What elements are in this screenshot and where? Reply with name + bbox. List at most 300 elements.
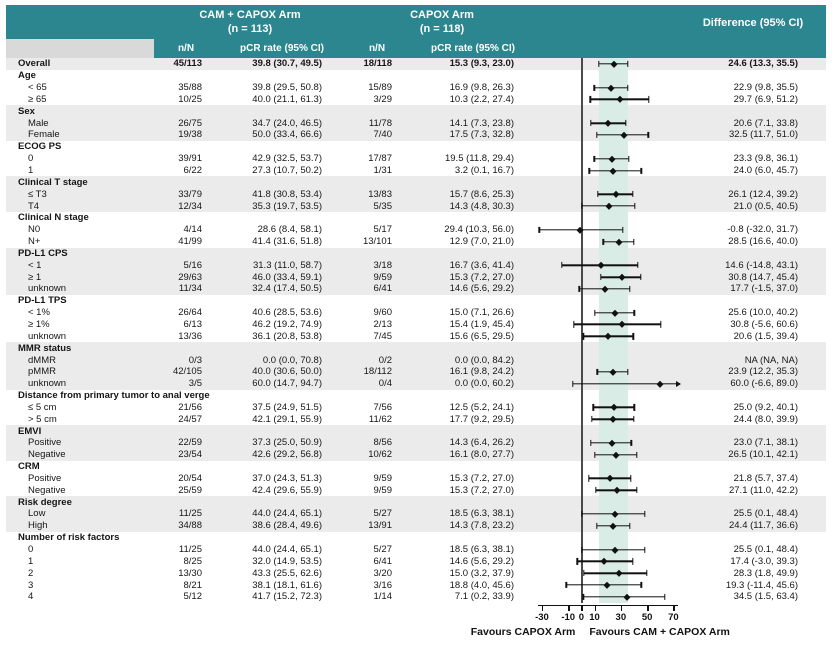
favours-right-label: Favours CAM + CAPOX Arm: [589, 625, 730, 638]
ci-right-cap: [627, 85, 628, 91]
arm1-pcr-rate: 40.0 (21.1, 61.3): [252, 93, 322, 105]
ci-right-cap: [637, 262, 638, 268]
ci-marker-cell: [538, 165, 680, 177]
arm1-n-over-N: 5/16: [183, 259, 202, 271]
subgroup-header-row: [6, 176, 826, 188]
axis-tick: [595, 605, 596, 611]
ci-right-cap: [664, 594, 665, 600]
ci-marker-cell: [538, 378, 680, 390]
ci-left-cap: [598, 61, 599, 67]
arm2-pcr-rate: 17.7 (9.2, 29.5): [449, 413, 514, 425]
arm2-n-over-N: 9/59: [373, 484, 392, 496]
ci-right-cap: [632, 333, 633, 339]
subgroup-header-row: [6, 532, 826, 544]
arm2-pcr-rate: 16.1 (8.0, 27.7): [449, 449, 514, 461]
row-label: PD-L1 TPS: [18, 295, 67, 307]
ci-right-cap: [627, 369, 628, 375]
ci-left-cap: [583, 570, 584, 576]
arm1-pcr-rate: 39.8 (30.7, 49.5): [252, 58, 322, 70]
ci-marker-cell: [538, 117, 680, 129]
arm2-pcr-rate: 15.4 (1.9, 45.4): [449, 318, 514, 330]
difference-value: 27.1 (11.0, 42.2): [728, 484, 798, 496]
table-row: [6, 449, 826, 461]
ci-right-cap: [628, 156, 629, 162]
row-label: unknown: [28, 330, 67, 342]
table-row: [6, 437, 826, 449]
row-label: ECOG PS: [18, 141, 62, 153]
row-label: Negative: [28, 449, 66, 461]
subgroup-block: [6, 176, 826, 212]
arm2-pcr-rate: 16.9 (9.8, 26.3): [449, 82, 514, 94]
ci-left-cap: [561, 262, 562, 268]
ci-marker-cell: [538, 212, 680, 224]
axis-tick: [542, 605, 543, 611]
subgroup-block: [6, 532, 826, 603]
table-row: [6, 520, 826, 532]
arm2-n-over-N: 13/101: [362, 236, 392, 248]
arm1-pcr-rate: 37.5 (24.9, 51.5): [252, 401, 322, 413]
arm1-n-over-N: 42/105: [172, 366, 202, 378]
ci-left-cap: [583, 594, 584, 600]
table-row: [6, 413, 826, 425]
row-label: Sex: [18, 105, 35, 117]
arm1-n-over-N: 8/21: [183, 579, 202, 591]
row-label: Distance from primary tumor to anal verge: [18, 390, 210, 402]
row-label: Positive: [28, 437, 62, 449]
arm1-n-over-N: 8/25: [183, 555, 202, 567]
row-label: Low: [28, 508, 46, 520]
ci-left-cap: [581, 511, 582, 517]
arm1-n-over-N: 41/99: [178, 236, 202, 248]
difference-value: 20.6 (7.1, 33.8): [733, 117, 798, 129]
point-estimate-marker: [601, 558, 607, 564]
axis-tick-label: 30: [615, 611, 627, 623]
arm1-header: [154, 5, 346, 39]
difference-value: 25.6 (10.0, 40.2): [728, 307, 798, 319]
ci-left-cap: [572, 381, 573, 387]
ci-marker-cell: [538, 271, 680, 283]
point-estimate-marker: [608, 440, 614, 446]
subheader-plot-cell: [538, 39, 680, 58]
ci-marker-cell: [538, 508, 680, 520]
arm2-pcr-rate: 0.0 (0.0, 84.2): [454, 354, 514, 366]
ci-marker-cell: [538, 200, 680, 212]
arm2-n-over-N: 2/13: [373, 318, 392, 330]
subheader-label-cell: [6, 39, 154, 58]
ci-left-cap: [595, 487, 596, 493]
ci-left-cap: [583, 333, 584, 339]
row-label: < 1: [28, 259, 42, 271]
arm1-pcr-rate: 39.8 (29.5, 50.8): [252, 82, 322, 94]
ci-marker-cell: [538, 248, 680, 260]
difference-value: 19.3 (-11.4, 45.6): [725, 579, 798, 591]
subgroup-block: [6, 295, 826, 342]
ci-right-cap: [648, 132, 649, 138]
arm1-n-over-N: 11/25: [178, 544, 202, 556]
ci-marker-cell: [538, 532, 680, 544]
arm1-pcr-rate: 38.1 (18.1, 61.6): [252, 579, 322, 591]
arm2-n-over-N: 7/45: [373, 330, 392, 342]
overall-block: [6, 58, 826, 70]
difference-value: 60.0 (-6.6, 89.0): [730, 378, 798, 390]
point-estimate-marker: [610, 369, 616, 375]
ci-right-cap: [631, 440, 632, 446]
arm1-n-over-N: 3/5: [188, 378, 202, 390]
subgroup-header-row: [6, 248, 826, 260]
arm2-header: [346, 5, 538, 39]
table-row: [6, 224, 826, 236]
row-label: Overall: [18, 58, 51, 70]
arm1-n-over-N: 6/22: [183, 165, 202, 177]
table-row: [6, 236, 826, 248]
ci-marker-cell: [538, 129, 680, 141]
arm2-n-over-N: 7/40: [373, 129, 392, 141]
ci-marker-cell: [538, 390, 680, 402]
table-row: [6, 508, 826, 520]
row-label: ≤ T3: [28, 188, 47, 200]
arm2-n-over-N: 3/16: [373, 579, 392, 591]
ci-marker-cell: [538, 259, 680, 271]
arm2-pcr-rate: 0.0 (0.0, 60.2): [454, 378, 514, 390]
axis-tick-label: 50: [641, 611, 653, 623]
point-estimate-marker: [619, 321, 625, 327]
arm2-pcr-rate: 19.5 (11.8, 29.4): [444, 153, 514, 165]
arm1-pcr-rate: 44.0 (24.4, 65.1): [252, 544, 322, 556]
row-label: 0: [28, 544, 34, 556]
arm1-n-over-N: 34/88: [178, 520, 202, 532]
row-label: N+: [28, 236, 41, 248]
arm1-n-over-N: 33/79: [178, 188, 202, 200]
subgroup-block: [6, 105, 826, 141]
difference-value: 26.5 (10.1, 42.1): [728, 449, 798, 461]
point-estimate-marker: [615, 570, 621, 576]
arm1-pcr-rate: 40.6 (28.5, 53.6): [252, 307, 322, 319]
arm2-n-over-N: 0/2: [378, 354, 392, 366]
ci-marker-cell: [538, 342, 680, 354]
subgroup-block: [6, 212, 826, 248]
ci-marker-cell: [538, 224, 680, 236]
axis-tick-label: -10: [561, 611, 576, 623]
ci-right-cap: [640, 274, 641, 280]
row-label: 4: [28, 591, 34, 603]
arm1-pcr-rate: 46.0 (33.4, 59.1): [252, 271, 322, 283]
difference-value: 24.4 (8.0, 39.9): [733, 413, 798, 425]
arm2-n-over-N: 6/41: [373, 283, 392, 295]
header-plot-spacer: [538, 5, 680, 39]
row-label: ≥ 1: [28, 271, 42, 283]
point-estimate-marker: [605, 120, 611, 126]
arm2-pcr-rate: 29.4 (10.3, 56.0): [444, 224, 514, 236]
ci-right-cap: [633, 404, 634, 410]
difference-value: 23.0 (7.1, 38.1): [733, 437, 798, 449]
arm1-rate-column-header: pCR rate (95% CI): [218, 39, 346, 58]
ci-left-cap: [539, 227, 540, 233]
arm1-n-over-N: 24/57: [178, 413, 202, 425]
difference-value: 32.5 (11.7, 51.0): [728, 129, 798, 141]
table-row: [6, 307, 826, 319]
ci-right-arrow: [676, 381, 681, 387]
difference-value: 23.9 (12.2, 35.3): [728, 366, 798, 378]
subgroup-block: [6, 390, 826, 426]
arm2-n-over-N: 11/78: [368, 117, 392, 129]
arm1-n-over-N: 5/12: [183, 591, 202, 603]
arm1-pcr-rate: 34.7 (24.0, 46.5): [252, 117, 322, 129]
subgroup-header-row: [6, 70, 826, 82]
arm2-pcr-rate: 15.3 (9.3, 23.0): [449, 58, 514, 70]
row-label: 0: [28, 153, 34, 165]
ci-marker-cell: [538, 555, 680, 567]
ci-marker-cell: [538, 437, 680, 449]
arm1-n-over-N: 11/25: [178, 508, 202, 520]
arm1-pcr-rate: 36.1 (20.8, 53.8): [252, 330, 322, 342]
arm2-pcr-rate: 18.5 (6.3, 38.1): [449, 508, 514, 520]
arm2-n-over-N: 5/27: [373, 508, 392, 520]
table-row: [6, 188, 826, 200]
ci-left-cap: [596, 132, 597, 138]
point-estimate-marker: [601, 286, 607, 292]
arm1-pcr-rate: 41.7 (15.2, 72.3): [252, 591, 322, 603]
ci-marker-cell: [538, 461, 680, 473]
arm1-n-over-N: 45/113: [173, 58, 202, 70]
ci-marker-cell: [538, 94, 680, 106]
arm2-pcr-rate: 14.1 (7.3, 23.8): [449, 117, 514, 129]
arm1-pcr-rate: 42.1 (29.1, 55.9): [252, 413, 322, 425]
point-estimate-marker: [577, 226, 583, 232]
row-label: < 65: [28, 82, 47, 94]
arm2-n-over-N: 0/4: [378, 378, 392, 390]
arm2-pcr-rate: 18.8 (4.0, 45.6): [449, 579, 514, 591]
ci-marker-cell: [538, 591, 680, 603]
row-label: 1: [28, 165, 34, 177]
arm1-title: CAM + CAPOX Arm: [199, 9, 301, 21]
arm1-n-over-N: 6/13: [183, 318, 202, 330]
difference-value: 25.5 (0.1, 48.4): [733, 508, 798, 520]
ci-left-cap: [581, 546, 582, 552]
difference-value: 30.8 (14.7, 45.4): [728, 271, 798, 283]
arm2-n-over-N: 9/59: [373, 472, 392, 484]
row-label: Male: [28, 117, 49, 129]
arm1-n-over-N: 29/63: [178, 271, 202, 283]
subgroup-header-row: [6, 212, 826, 224]
arm2-n-over-N: 5/17: [373, 224, 392, 236]
table-row: [6, 354, 826, 366]
subgroup-block: [6, 342, 826, 389]
ci-left-cap: [590, 440, 591, 446]
arm2-n-over-N: 10/62: [368, 449, 392, 461]
ci-right-cap: [648, 96, 649, 102]
point-estimate-marker: [614, 487, 620, 493]
point-estimate-marker: [597, 262, 603, 268]
axis-line: [538, 605, 678, 607]
arm1-n-over-N: 10/25: [178, 93, 202, 105]
ci-right-cap: [641, 167, 642, 173]
point-estimate-marker: [605, 333, 611, 339]
arm2-n-over-N: 18/112: [363, 366, 392, 378]
point-estimate-marker: [610, 167, 616, 173]
ci-marker-cell: [538, 401, 680, 413]
ci-left-cap: [590, 120, 591, 126]
point-estimate-marker: [610, 61, 616, 67]
difference-value: 34.5 (1.5, 63.4): [733, 591, 798, 603]
difference-value: 21.0 (0.5, 40.5): [733, 200, 798, 212]
axis-tick: [568, 605, 569, 611]
arm2-pcr-rate: 12.9 (7.0, 21.0): [449, 236, 514, 248]
table-row: [6, 319, 826, 331]
arm2-n-over-N: 3/18: [373, 259, 392, 271]
ci-marker-cell: [538, 366, 680, 378]
ci-marker-cell: [538, 188, 680, 200]
ci-marker-cell: [538, 579, 680, 591]
point-estimate-marker: [611, 404, 617, 410]
ci-marker-cell: [538, 567, 680, 579]
table-row: [6, 153, 826, 165]
arm2-n-over-N: 8/56: [373, 437, 392, 449]
ci-left-cap: [577, 558, 578, 564]
arm1-n-over-N: 35/88: [178, 82, 202, 94]
row-label: Number of risk factors: [18, 532, 120, 544]
ci-marker-cell: [538, 449, 680, 461]
table-row: [6, 82, 826, 94]
ci-marker-cell: [538, 544, 680, 556]
difference-value: 17.7 (-1.5, 37.0): [730, 283, 798, 295]
subheader-diff-cell: [680, 39, 826, 58]
point-estimate-marker: [613, 452, 619, 458]
table-header-columns: [6, 39, 826, 58]
arm2-pcr-rate: 7.1 (0.2, 33.9): [454, 591, 514, 603]
ci-right-cap: [627, 61, 628, 67]
row-label: Female: [28, 129, 60, 141]
arm1-pcr-rate: 31.3 (11.0, 58.7): [252, 259, 322, 271]
subgroup-block: [6, 496, 826, 532]
point-estimate-marker: [604, 582, 610, 588]
arm1-pcr-rate: 38.6 (28.4, 49.6): [252, 520, 322, 532]
arm2-pcr-rate: 17.5 (7.3, 32.8): [449, 129, 514, 141]
point-estimate-marker: [608, 84, 614, 90]
table-row: [6, 330, 826, 342]
axis-tick-label: 70: [668, 611, 679, 623]
ci-left-cap: [594, 452, 595, 458]
arm1-pcr-rate: 44.0 (24.4, 65.1): [252, 508, 322, 520]
arm2-pcr-rate: 18.5 (6.3, 38.1): [449, 544, 514, 556]
ci-marker-cell: [538, 58, 680, 70]
ci-marker-cell: [538, 307, 680, 319]
difference-value: 28.3 (1.8, 49.9): [733, 567, 798, 579]
arm1-n: (n = 113): [227, 22, 273, 35]
arm2-rate-column-header: pCR rate (95% CI): [408, 39, 538, 58]
row-label: PD-L1 CPS: [18, 247, 68, 259]
arm2-pcr-rate: 15.6 (6.5, 29.5): [449, 330, 514, 342]
arm2-pcr-rate: 15.7 (8.6, 25.3): [449, 188, 514, 200]
difference-value: 24.4 (11.7, 36.6): [728, 520, 798, 532]
arm2-pcr-rate: 14.6 (5.6, 29.2): [449, 283, 514, 295]
subgroup-block: [6, 141, 826, 177]
ci-left-cap: [590, 96, 591, 102]
arm1-n-over-N: 20/54: [178, 472, 202, 484]
subgroup-block: [6, 70, 826, 106]
row-label: EMVI: [18, 425, 42, 437]
row-label: 3: [28, 579, 34, 591]
ci-marker-cell: [538, 473, 680, 485]
ci-marker-cell: [538, 295, 680, 307]
ci-marker-cell: [538, 82, 680, 94]
ci-right-cap: [632, 558, 633, 564]
arm2-pcr-rate: 15.3 (7.2, 27.0): [449, 271, 514, 283]
arm2-pcr-rate: 14.3 (4.8, 30.3): [449, 200, 514, 212]
arm2-n-over-N: 9/59: [373, 271, 392, 283]
arm2-title: CAPOX Arm: [410, 9, 474, 21]
table-row: [6, 473, 826, 485]
row-label: N0: [28, 224, 41, 236]
confidence-interval-line: [574, 324, 661, 325]
point-estimate-marker: [657, 380, 663, 386]
row-label: Negative: [28, 484, 66, 496]
ci-right-cap: [632, 191, 633, 197]
arm1-nN-column-header: n/N: [154, 39, 218, 58]
axis-tick: [673, 605, 674, 611]
point-estimate-marker: [610, 416, 616, 422]
arm1-n-over-N: 13/36: [178, 330, 202, 342]
arm2-n-over-N: 11/62: [368, 413, 392, 425]
table-row: [6, 567, 826, 579]
arm2-n-over-N: 7/56: [373, 401, 392, 413]
arm1-pcr-rate: 28.6 (8.4, 58.1): [257, 224, 322, 236]
point-estimate-marker: [621, 132, 627, 138]
ci-left-cap: [600, 274, 601, 280]
arm2-pcr-rate: 14.3 (6.4, 26.2): [449, 437, 514, 449]
row-label: 2: [28, 567, 34, 579]
table-row: [6, 366, 826, 378]
subgroup-header-row: [6, 295, 826, 307]
arm1-n-over-N: 12/34: [178, 200, 202, 212]
axis-tick-label: 0: [578, 611, 585, 623]
subgroup-header-row: [6, 342, 826, 354]
table-row: [6, 271, 826, 283]
point-estimate-marker: [619, 274, 625, 280]
difference-value: 20.6 (1.5, 39.4): [733, 330, 798, 342]
difference-value: 25.0 (9.2, 40.1): [733, 401, 798, 413]
ci-marker-cell: [538, 141, 680, 153]
arm1-n-over-N: 19/38: [178, 129, 202, 141]
subgroup-block: [6, 461, 826, 497]
arm2-n-over-N: 9/60: [373, 307, 392, 319]
row-label: ≤ 5 cm: [28, 401, 57, 413]
arm2-n-over-N: 3/20: [373, 567, 392, 579]
table-row: [6, 165, 826, 177]
ci-marker-cell: [538, 70, 680, 82]
ci-right-cap: [629, 523, 630, 529]
axis-tick: [647, 605, 648, 611]
ci-marker-cell: [538, 236, 680, 248]
difference-value: NA (NA, NA): [744, 354, 798, 366]
arm1-n-over-N: 25/59: [178, 484, 202, 496]
point-estimate-marker: [612, 191, 618, 197]
row-label: pMMR: [28, 366, 56, 378]
difference-value: 28.5 (16.6, 40.0): [728, 236, 798, 248]
ci-marker-cell: [538, 153, 680, 165]
arm1-pcr-rate: 0.0 (0.0, 70.8): [262, 354, 322, 366]
ci-left-cap: [591, 416, 592, 422]
ci-left-cap: [597, 369, 598, 375]
ci-marker-cell: [538, 176, 680, 188]
row-label: ≥ 1%: [28, 318, 50, 330]
table-header-arm-titles: [6, 5, 826, 39]
difference-value: -0.8 (-32.0, 31.7): [727, 224, 798, 236]
ci-right-cap: [634, 310, 635, 316]
ci-marker-cell: [538, 484, 680, 496]
ci-left-cap: [596, 523, 597, 529]
axis-tick-label: -30: [535, 611, 549, 623]
arm2-pcr-rate: 12.5 (5.2, 24.1): [449, 401, 514, 413]
